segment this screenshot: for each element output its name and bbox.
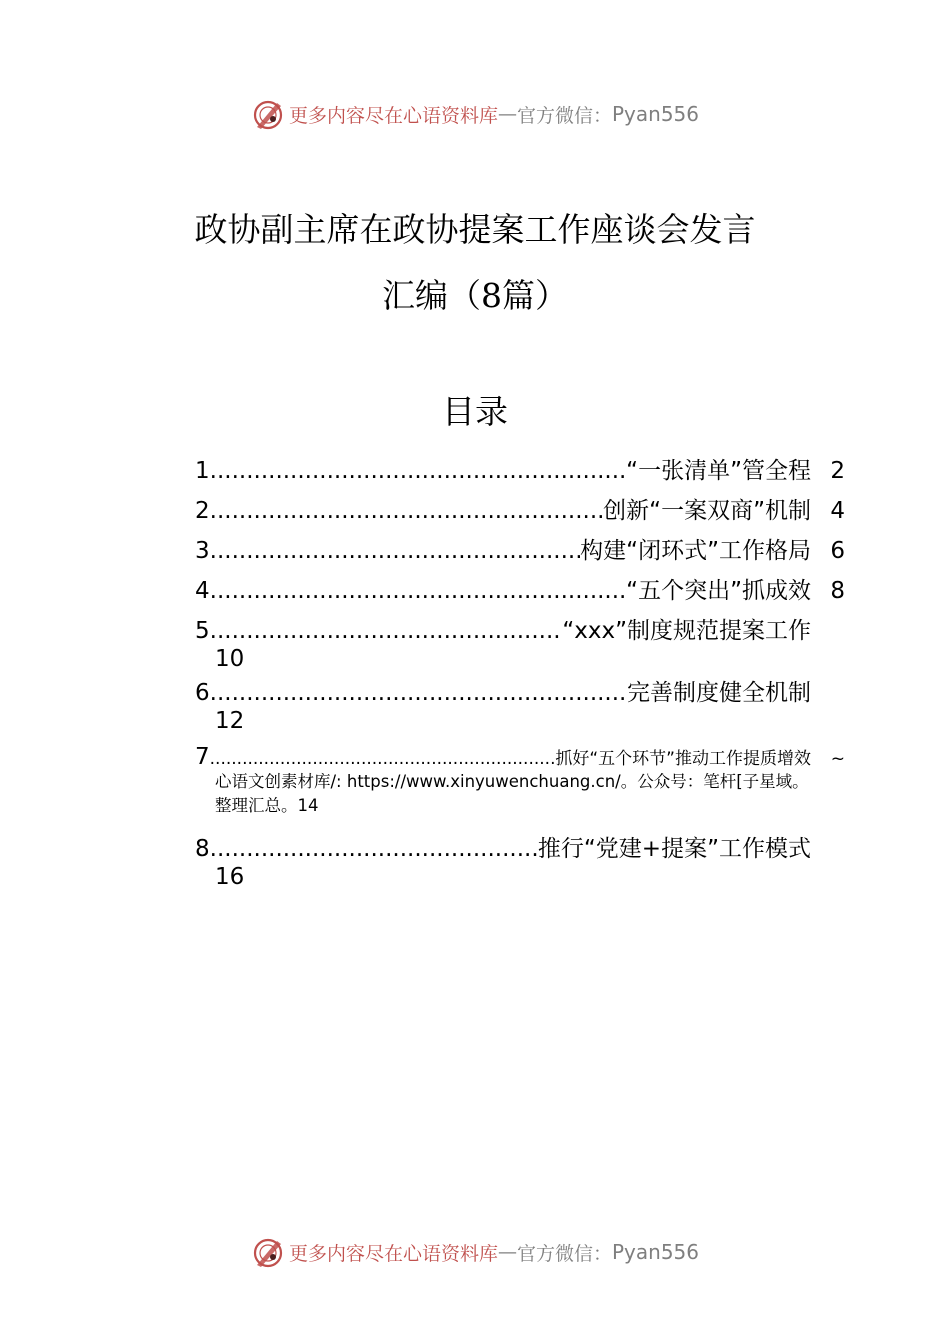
- toc-leader-dots: [210, 578, 627, 604]
- toc-entry-number: 6: [195, 680, 210, 706]
- toc-entry-number: 5: [195, 618, 210, 644]
- banner-separator: —: [497, 103, 517, 125]
- toc-entry-page: 10: [215, 646, 245, 672]
- toc-entry-title: 推行“党建+提案”工作模式: [537, 836, 811, 862]
- toc-entry-title: 完善制度健全机制: [627, 680, 811, 706]
- footer-banner: [0, 1232, 950, 1272]
- document-title-line1: 政协副主席在政协提案工作座谈会发言: [194, 210, 756, 249]
- toc-entry-page: 整理汇总。14: [215, 796, 319, 815]
- toc-entry-4[interactable]: [195, 572, 845, 612]
- toc-leader-dots: [210, 749, 556, 769]
- toc-entry-title: “xxx”制度规范提案工作: [562, 618, 811, 644]
- toc-entry-2[interactable]: [195, 492, 845, 532]
- toc-entry-page: 2: [830, 458, 845, 484]
- wechat-label: 官方微信：: [516, 1242, 612, 1265]
- toc-leader-dots: [210, 498, 604, 524]
- pen-circle-logo-icon: [251, 1235, 285, 1269]
- table-of-contents: [195, 452, 845, 892]
- site-name: 更多内容尽在心语资料库: [288, 1242, 498, 1265]
- toc-entry-title: 创新“一案双商”机制: [603, 498, 811, 524]
- toc-entry-page: 12: [215, 708, 245, 734]
- header-banner: [0, 94, 950, 134]
- toc-entry-watermark-text: 心语文创素材库/: https://www.xinyuwenchuang.cn/。公众号：笔杆[子星域。: [215, 772, 809, 791]
- toc-entry-title: “一张清单”管全程: [626, 458, 811, 484]
- toc-entry-page: 6: [830, 538, 845, 564]
- toc-entry-title: 抓好“五个环节”推动工作提质增效: [555, 749, 811, 769]
- toc-entry-1[interactable]: [195, 452, 845, 492]
- toc-leader-dots: [210, 458, 627, 484]
- toc-entry-7[interactable]: [195, 744, 845, 770]
- toc-entry-tilde: ~: [830, 749, 845, 769]
- toc-leader-dots: [210, 836, 538, 862]
- toc-entry-page: 16: [215, 864, 245, 890]
- toc-entry-number: 8: [195, 836, 210, 862]
- toc-entry-number: 7: [195, 744, 210, 770]
- document-title-line2: 汇编（8篇）: [382, 276, 568, 315]
- toc-entry-3[interactable]: [195, 532, 845, 572]
- pen-circle-logo-icon: [251, 97, 285, 131]
- toc-leader-dots: [210, 538, 581, 564]
- toc-leader-dots: [210, 680, 627, 706]
- toc-entry-title: “五个突出”抓成效: [626, 578, 811, 604]
- toc-entry-page: 4: [830, 498, 845, 524]
- toc-entry-number: 2: [195, 498, 210, 524]
- wechat-id: Pyan556: [612, 102, 700, 126]
- wechat-id: Pyan556: [612, 1240, 700, 1264]
- toc-leader-dots: [210, 618, 563, 644]
- toc-entry-title: 构建“闭环式”工作格局: [580, 538, 811, 564]
- toc-entry-page: 8: [830, 578, 845, 604]
- toc-entry-number: 4: [195, 578, 210, 604]
- toc-entry-number: 1: [195, 458, 210, 484]
- banner-separator: —: [497, 1241, 517, 1263]
- header-banner-content: [251, 97, 699, 131]
- site-name: 更多内容尽在心语资料库: [288, 104, 498, 127]
- toc-heading: 目录: [442, 392, 508, 431]
- toc-entry-number: 3: [195, 538, 210, 564]
- wechat-label: 官方微信：: [516, 104, 612, 127]
- footer-banner-content: [251, 1235, 699, 1269]
